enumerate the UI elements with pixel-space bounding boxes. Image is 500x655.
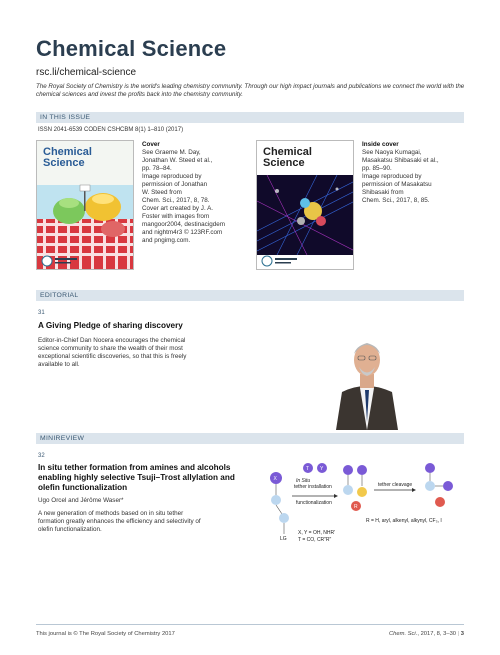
inside-cover-thumb-title-line2: Science: [263, 157, 305, 169]
editorial-summary-line: Editor-in-Chief Dan Nocera encourages the chemical: [38, 337, 186, 344]
cover-line: permission of Jonathan: [142, 181, 208, 188]
section-bar-editorial: [36, 290, 464, 301]
editorial-summary: [38, 337, 278, 369]
inside-cover-line: See Naoya Kumagai,: [362, 149, 422, 156]
journal-intro: The Royal Society of Chemistry is the world's leading chemistry community. Through our high impact journals and publications we connect the world with the chemical sciences and invest the profits back into the chemistry community.: [36, 83, 465, 98]
editor-photo: [326, 322, 408, 430]
inside-cover-line: Shibasaki from: [362, 189, 404, 196]
inside-cover-thumb-title-line1: Chemical: [263, 146, 312, 158]
inside-cover-thumbnail[interactable]: [256, 140, 354, 270]
scheme-step1a: In Situ: [296, 478, 311, 484]
cover-line: and nightm4r3 © 123RF.com: [142, 229, 223, 236]
scheme-t: T: [306, 466, 310, 472]
cover-line: See Graeme M. Day,: [142, 149, 201, 156]
inside-cover-heading: Inside cover: [362, 141, 399, 148]
footer-page-number: 3: [460, 631, 464, 637]
cover-line: W. Steed from: [142, 189, 182, 196]
footer-citation: Chem. Sci., 2017, 8, 3–30 | 3: [388, 631, 464, 637]
inside-cover-line: pp. 85–90.: [362, 165, 392, 172]
inside-cover-line: Masakatsu Shibasaki et al.,: [362, 157, 439, 164]
section-label-minireview: MINIREVIEW: [40, 434, 85, 442]
editorial-summary-line: science community to share the wealth of their most: [38, 345, 183, 352]
inside-cover-caption: [362, 141, 472, 205]
footer-cite: , 2017, 8, 3–30: [417, 631, 457, 637]
cover-heading: Cover: [142, 141, 160, 148]
section-bar-minireview: [36, 433, 464, 444]
minireview-summary-line: A new generation of methods based on in situ tether: [38, 510, 184, 517]
scheme-step2: functionalization: [296, 500, 332, 506]
journal-url[interactable]: rsc.li/chemical-science: [36, 67, 137, 78]
inside-cover-line: permission of Masakatsu: [362, 181, 432, 188]
minireview-title-line: enabling highly selective Tsuji–Trost allylation and: [38, 473, 235, 482]
minireview-summary-line: olefin functionalization.: [38, 526, 102, 533]
editorial-summary-line: exceptional scientific discoveries, so that this is freely: [38, 353, 187, 360]
cover-line: pp. 78–84.: [142, 165, 172, 172]
scheme-y: Y: [320, 466, 324, 472]
footer-copyright: This journal is © The Royal Society of Chemistry 2017: [36, 631, 175, 637]
scheme-lg: LG: [280, 536, 287, 542]
minireview-title-line: In situ tether formation from amines and alcohols: [38, 463, 231, 472]
scheme-r: R: [354, 504, 358, 510]
scheme-x: X: [273, 476, 277, 482]
journal-title: Chemical Science: [36, 36, 227, 61]
cover-line: Cover art created by J. A.: [142, 205, 214, 212]
section-bar-issue: [36, 112, 464, 123]
issue-meta: ISSN 2041-6539 CODEN CSHCBM 8(1) 1–810 (2017): [38, 127, 184, 133]
cover-thumb-title-line2: Science: [43, 157, 85, 169]
minireview-scheme: [262, 456, 467, 556]
editorial-summary-line: available to all.: [38, 361, 80, 368]
scheme-cond2: T = CO, CR"R": [298, 537, 332, 543]
cover-caption: [142, 141, 252, 245]
inside-cover-line: Image reproduced by: [362, 173, 422, 180]
cover-line: Jonathan W. Steed et al.,: [142, 157, 213, 164]
minireview-title[interactable]: [38, 463, 268, 493]
cover-thumb-title: [43, 147, 92, 169]
editorial-title[interactable]: A Giving Pledge of sharing discovery: [38, 321, 183, 330]
editorial-page-number: 31: [38, 310, 45, 316]
minireview-title-line: olefin functionalization: [38, 483, 128, 492]
footer-journal: Chem. Sci.: [388, 631, 418, 637]
minireview-page-number: 32: [38, 453, 45, 459]
minireview-summary-line: formation greatly enhances the efficiency and selectivity of: [38, 518, 201, 525]
inside-cover-thumb-title: [263, 147, 312, 169]
cover-thumbnail[interactable]: [36, 140, 134, 270]
section-label-editorial: EDITORIAL: [40, 291, 79, 299]
cover-line: and pngimg.com.: [142, 237, 191, 244]
section-label-issue: IN THIS ISSUE: [40, 113, 91, 121]
minireview-authors: Ugo Orcel and Jérôme Waser*: [38, 497, 124, 504]
cover-line: Image reproduced by: [142, 173, 202, 180]
cover-line: Chem. Sci., 2017, 8, 78.: [142, 197, 210, 204]
scheme-cond1: X, Y = OH, NHR': [298, 530, 336, 536]
scheme-rdef: R = H, aryl, alkenyl, alkynyl, CF₃, I: [366, 518, 442, 524]
scheme-step1b: tether installation: [294, 484, 332, 490]
footer-rule: [36, 624, 464, 625]
cover-thumb-title-line1: Chemical: [43, 146, 92, 158]
scheme-step3: tether cleavage: [378, 482, 413, 488]
cover-line: Foster with images from: [142, 213, 210, 220]
minireview-summary: [38, 510, 278, 534]
inside-cover-line: Chem. Sci., 2017, 8, 85.: [362, 197, 430, 204]
cover-line: mangoor2004, destinacigdem: [142, 221, 225, 228]
